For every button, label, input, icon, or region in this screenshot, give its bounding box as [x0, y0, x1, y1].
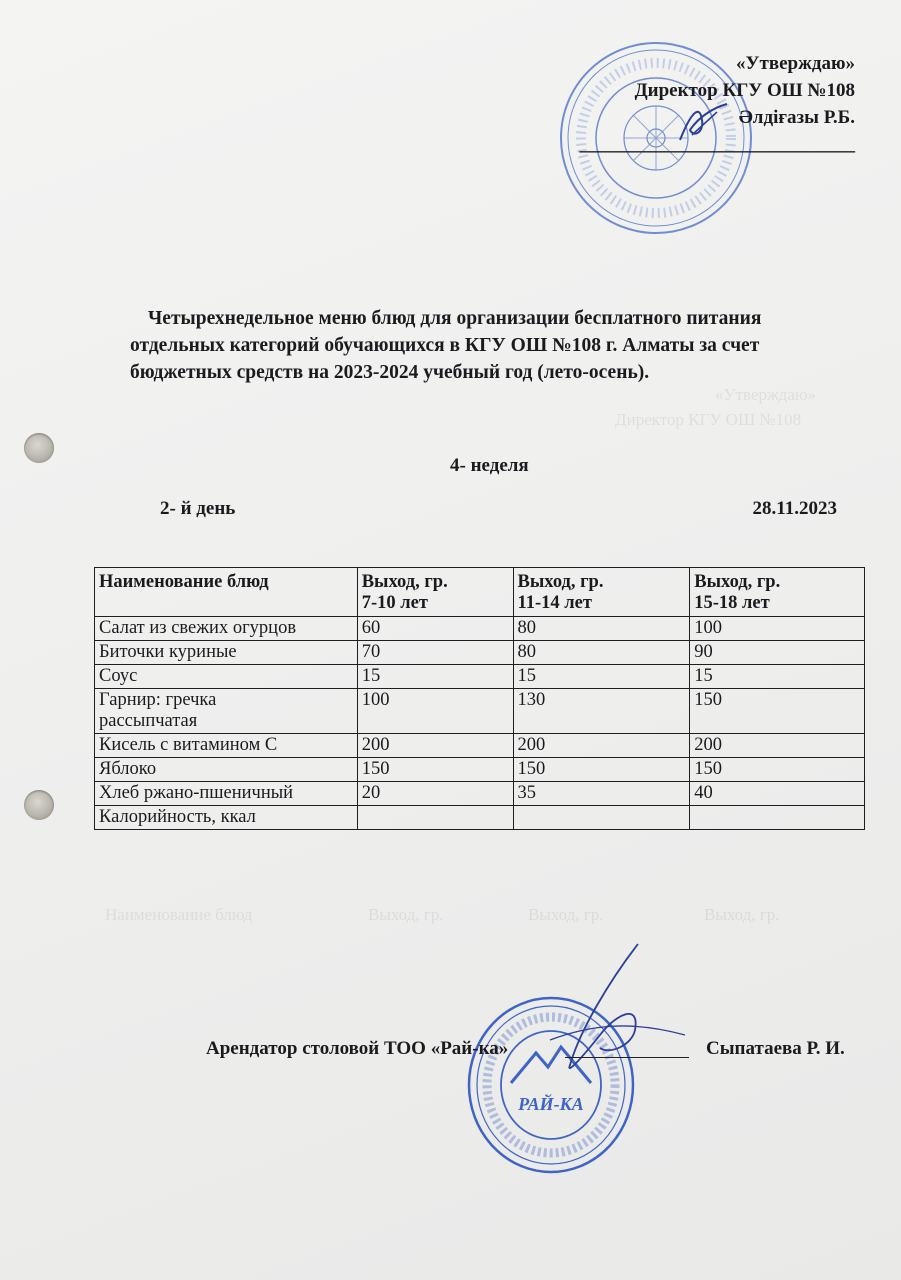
table-row [95, 782, 865, 806]
portion-15-18: 90 [690, 641, 865, 665]
table-header-row [95, 568, 865, 617]
portion-11-14: 150 [513, 758, 690, 782]
title-line-3: бюджетных средств на 2023-2024 учебный год (лето-осень). [130, 362, 650, 383]
portion-15-18 [690, 806, 865, 830]
dish-name: Соус [95, 665, 358, 689]
portion-15-18: 150 [690, 758, 865, 782]
portion-7-10: 100 [357, 689, 513, 734]
punch-hole [24, 433, 54, 463]
portion-11-14: 15 [513, 665, 690, 689]
portion-7-10: 60 [357, 617, 513, 641]
title-line-1: Четырехнедельное меню блюд для организации бесплатного питания [148, 308, 762, 329]
table-row [95, 806, 865, 830]
table-row [95, 758, 865, 782]
title-line-2: отдельных категорий обучающихся в КГУ ОШ №108 г. Алматы за счет [130, 335, 760, 356]
menu-table [94, 567, 865, 830]
portion-15-18: 15 [690, 665, 865, 689]
portion-15-18: 40 [690, 782, 865, 806]
dish-name: Яблоко [95, 758, 358, 782]
table-row [95, 689, 865, 734]
director-signature-icon [672, 100, 732, 145]
table-row [95, 641, 865, 665]
portion-7-10: 150 [357, 758, 513, 782]
portion-7-10 [357, 806, 513, 830]
table-row [95, 617, 865, 641]
table-row [95, 734, 865, 758]
table-row [95, 665, 865, 689]
approval-line-2: Директор КГУ ОШ №108 [634, 80, 855, 101]
header-age-11-14: Выход, гр. 11-14 лет [513, 568, 690, 617]
portion-7-10: 15 [357, 665, 513, 689]
portion-7-10: 200 [357, 734, 513, 758]
portion-15-18: 200 [690, 734, 865, 758]
header-age-15-18: Выход, гр. 15-18 лет [690, 568, 865, 617]
portion-11-14: 130 [513, 689, 690, 734]
portion-11-14: 35 [513, 782, 690, 806]
dish-name: Калорийность, ккал [95, 806, 358, 830]
tenant-signature-line [565, 1057, 689, 1058]
header-dish-name: Наименование блюд [95, 568, 358, 617]
tenant-name: Сыпатаева Р. И. [706, 1038, 845, 1059]
dish-name: Салат из свежих огурцов [95, 617, 358, 641]
portion-11-14: 80 [513, 641, 690, 665]
portion-7-10: 70 [357, 641, 513, 665]
dish-name: Хлеб ржано-пшеничный [95, 782, 358, 806]
dish-name: Гарнир: гречка рассыпчатая [95, 689, 358, 734]
portion-15-18: 100 [690, 617, 865, 641]
punch-hole [24, 790, 54, 820]
date-label: 28.11.2023 [752, 498, 837, 519]
portion-15-18: 150 [690, 689, 865, 734]
document-title [130, 305, 850, 386]
week-label: 4- неделя [450, 455, 529, 476]
seal-text: РАЙ-КА [518, 1094, 584, 1114]
portion-11-14 [513, 806, 690, 830]
day-label: 2- й день [160, 498, 236, 519]
approval-line-3: Әлдіғазы Р.Б. [738, 107, 855, 128]
header-age-7-10: Выход, гр. 7-10 лет [357, 568, 513, 617]
tenant-label: Арендатор столовой ТОО «Рай-ка» [206, 1038, 509, 1059]
dish-name: Биточки куриные [95, 641, 358, 665]
dish-name: Кисель с витамином С [95, 734, 358, 758]
portion-11-14: 200 [513, 734, 690, 758]
signature-line: _____________________________ [579, 134, 855, 155]
portion-11-14: 80 [513, 617, 690, 641]
approval-line-1: «Утверждаю» [736, 53, 855, 74]
tenant-signature-icon [540, 940, 690, 1080]
portion-7-10: 20 [357, 782, 513, 806]
